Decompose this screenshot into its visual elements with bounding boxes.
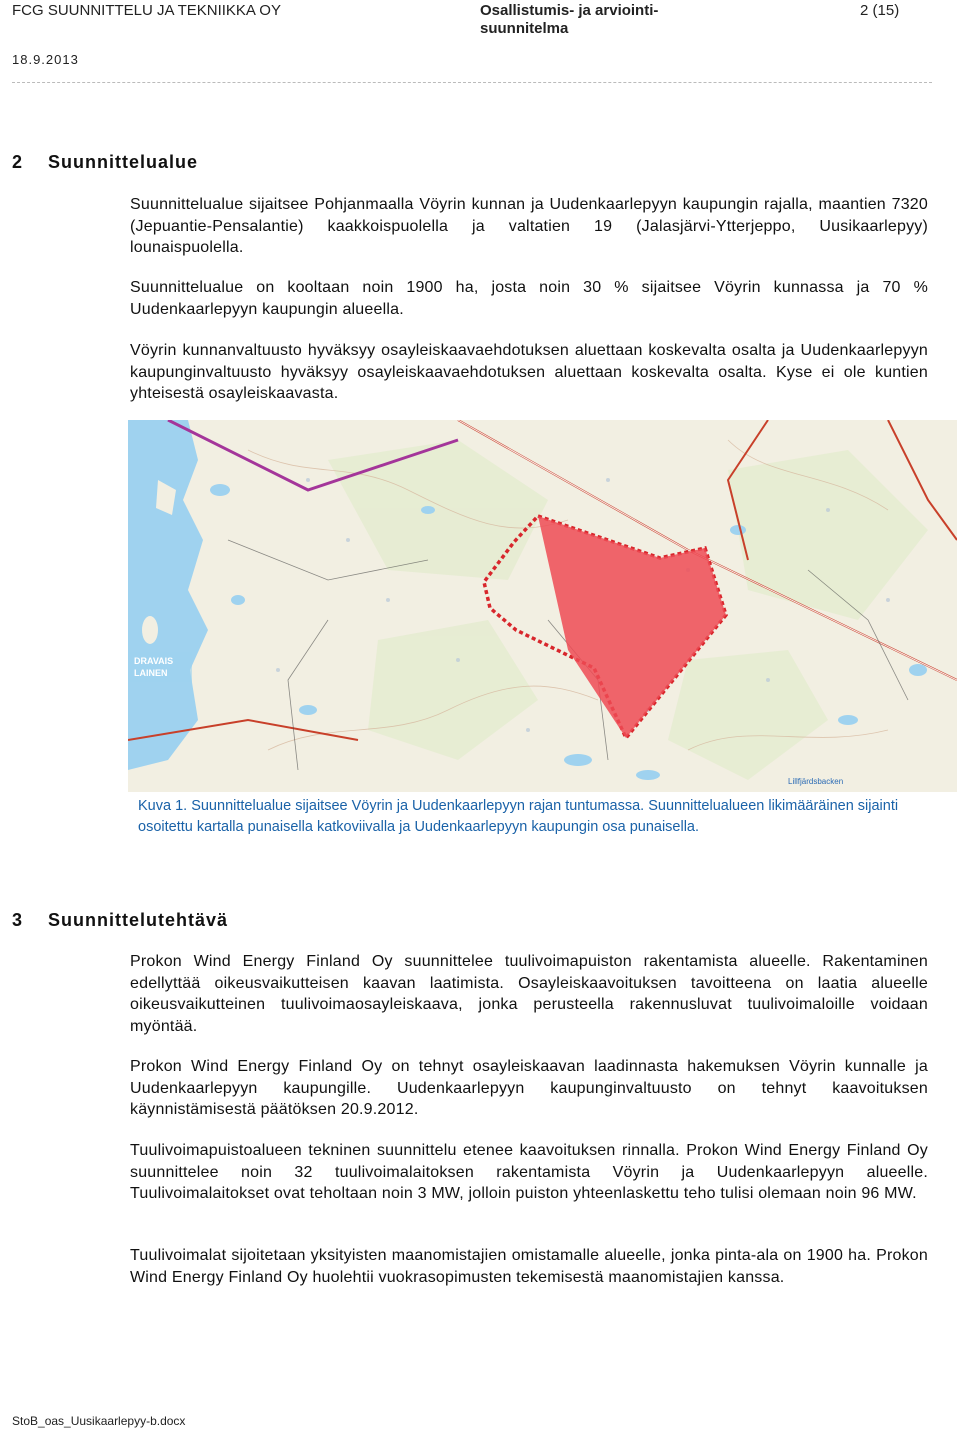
- page-header: [0, 0, 960, 90]
- topographic-map: [128, 420, 957, 792]
- section-2-paragraph-2: Suunnittelualue on kooltaan noin 1900 ha, josta noin 30 % sijaitsee Vöyrin kunnassa ja 70 % Uudenkaarlepyyn kaupungin alueella.: [130, 279, 928, 318]
- figure-caption: Kuva 1. Suunnittelualue sijaitsee Vöyrin ja Uudenkaarlepyyn rajan tuntumassa. Suunnittelualueen likimääräinen sijainti osoitettu kartalla punaisella katkoviivalla ja Uudenkaarlepyyn kaupungin osa punaisella.: [138, 798, 899, 835]
- section-3-number: 3: [12, 910, 24, 930]
- section-2-paragraph-1: Suunnittelualue sijaitsee Pohjanmaalla Vöyrin kunnan ja Uudenkaarlepyyn kaupungin rajalla, maantien 7320 (Jepuantie-Pensalantie) kaakkoispuolella ja valtatien 19 (Jalasjärvi-Ytterjeppo, Uusikaarlepyy) lounaispuolella.: [130, 196, 928, 256]
- section-3-paragraph-1: Prokon Wind Energy Finland Oy suunnittelee tuulivoimapuiston rakentamista alueelle. Rakentaminen edellyttää oikeusvaikutteisen kaavan laatimista. Osayleiskaavoituksen tavoitteena on laatia alueelle oikeusvaikutteinen tuulivoimaosayleiskaava, jonka perusteella rakennusluvat tuulivoimaloille voidaan myöntää.: [130, 953, 928, 1035]
- section-2-heading: [12, 152, 198, 173]
- section-3-title: Suunnittelutehtävä: [48, 910, 229, 930]
- section-3-heading: [12, 910, 228, 931]
- svg-text:DRAVAIS: DRAVAIS: [134, 656, 174, 666]
- section-3-paragraph-4: Tuulivoimalat sijoitetaan yksityisten maanomistajien omistamalle alueelle, jonka pinta-ala on 1900 ha. Prokon Wind Energy Finland Oy huolehtii vuokrasopimusten tekemisestä maanomistajien kanssa.: [130, 1247, 928, 1286]
- company-name: FCG SUUNNITTELU JA TEKNIIKKA OY: [12, 2, 281, 19]
- location-map: [128, 420, 957, 792]
- document-date: 18.9.2013: [12, 52, 79, 67]
- header-divider: [12, 82, 932, 83]
- section-3-paragraph-3: Tuulivoimapuistoalueen tekninen suunnittelu etenee kaavoituksen rinnalla. Prokon Wind Energy Finland Oy suunnittelee noin 32 tuulivoimalaitoksen rakentamista Vöyrin ja Uudenkaarlepyyn alueelle. Tuulivoimalaitokset ovat teholtaan noin 3 MW, jolloin puiston yhteenlaskettu teho tulisi olemaan noin 96 MW.: [130, 1142, 928, 1202]
- village-label: [130, 652, 192, 682]
- footer-filename: StoB_oas_Uusikaarlepyy-b.docx: [12, 1414, 186, 1428]
- svg-text:LAINEN: LAINEN: [134, 668, 168, 678]
- page-number: 2 (15): [860, 2, 900, 19]
- document-title: Osallistumis- ja arviointi-suunnitelma: [480, 2, 659, 37]
- section-2-number: 2: [12, 152, 24, 172]
- place-label: Lillfjärdsbacken: [788, 777, 844, 786]
- section-3-paragraph-2: Prokon Wind Energy Finland Oy on tehnyt osayleiskaavan laadinnasta hakemuksen Vöyrin kunnalle ja Uudenkaarlepyyn kaupungille. Uudenkaarlepyyn kaupunginvaltuusto on tehnyt kaavoituksen käynnistämisestä päätöksen 20.9.2012.: [130, 1058, 928, 1118]
- section-2-paragraph-3: Vöyrin kunnanvaltuusto hyväksyy osayleiskaavaehdotuksen aluettaan koskevalta osalta ja Uudenkaarlepyyn kaupunginvaltuusto hyväksyy osayleiskaavaehdotuksen aluettaan koskevalta osalta. Kyse ei ole kuntien yhteisestä osayleiskaavasta.: [130, 342, 928, 402]
- section-2-title: Suunnittelualue: [48, 152, 198, 172]
